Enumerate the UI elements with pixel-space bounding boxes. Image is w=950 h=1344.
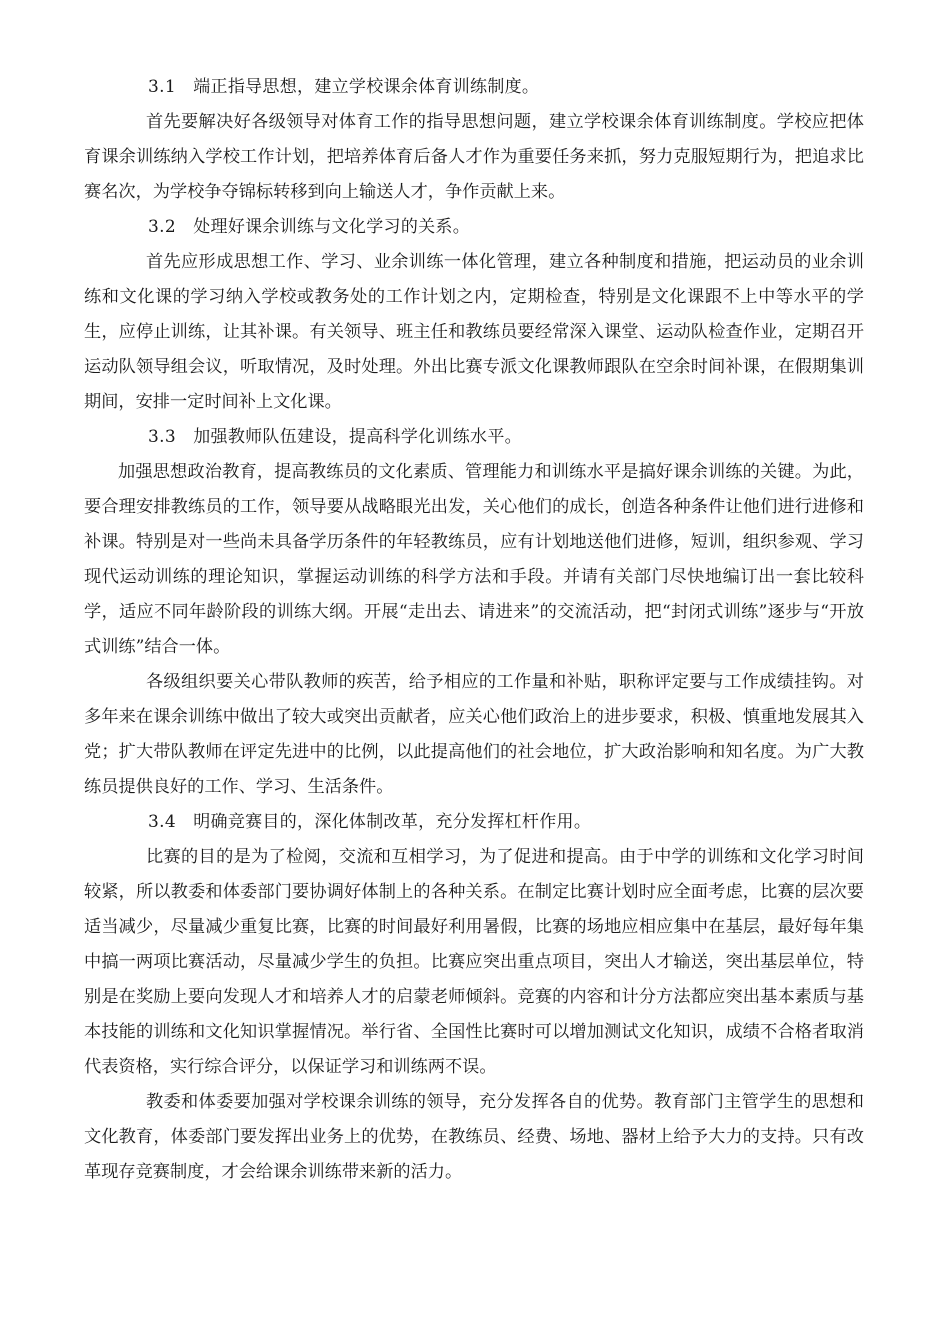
paragraph-3-3-b: 各级组织要关心带队教师的疾苦，给予相应的工作量和补贴，职称评定要与工作成绩挂钩。对多年来在课余训练中做出了较大或突出贡献者，应关心他们政治上的进步要求，积极、慎重地发展其入党；扩大带队教师在评定先进中的比例，以此提高他们的社会地位，扩大政治影响和知名度。为广大教练员提供良好的工作、学习、生活条件。 — [84, 672, 864, 797]
paragraph-3-4-b: 教委和体委要加强对学校课余训练的领导，充分发挥各自的优势。教育部门主管学生的思想和文化教育，体委部门要发挥出业务上的优势，在教练员、经费、场地、器材上给予大力的支持。只有改革现存竞赛制度，才会给课余训练带来新的活力。 — [84, 1092, 864, 1182]
paragraph-3-1: 首先要解决好各级领导对体育工作的指导思想问题，建立学校课余体育训练制度。学校应把体育课余训练纳入学校工作计划，把培养体育后备人才作为重要任务来抓，努力克服短期行为，把追求比赛名次，为学校争夺锦标转移到向上输送人才，争作贡献上来。 — [84, 112, 864, 202]
paragraph-3-2: 首先应形成思想工作、学习、业余训练一体化管理，建立各种制度和措施，把运动员的业余训练和文化课的学习纳入学校或教务处的工作计划之内，定期检查，特别是文化课跟不上中等水平的学生，应停止训练，让其补课。有关领导、班主任和教练员要经常深入课堂、运动队检查作业，定期召开运动队领导组会议，听取情况，及时处理。外出比赛专派文化课教师跟队在空余时间补课，在假期集训期间，安排一定时间补上文化课。 — [84, 252, 864, 412]
section-heading-3-2: 3.2 处理好课余训练与文化学习的关系。 — [148, 217, 471, 237]
section-heading-3-1: 3.1 端正指导思想，建立学校课余体育训练制度。 — [148, 77, 540, 97]
section-heading-3-4: 3.4 明确竞赛目的，深化体制改革，充分发挥杠杆作用。 — [148, 812, 592, 832]
paragraph-3-4-a: 比赛的目的是为了检阅，交流和互相学习，为了促进和提高。由于中学的训练和文化学习时间较紧，所以教委和体委部门要协调好体制上的各种关系。在制定比赛计划时应全面考虑，比赛的层次要适当减少，尽量减少重复比赛，比赛的时间最好利用暑假，比赛的场地应相应集中在基层，最好每年集中搞一两项比赛活动，尽量减少学生的负担。比赛应突出重点项目，突出人才输送，突出基层单位，特别是在奖励上要向发现人才和培养人才的启蒙老师倾斜。竞赛的内容和计分方法都应突出基本素质与基本技能的训练和文化知识掌握情况。举行省、全国性比赛时可以增加测试文化知识，成绩不合格者取消代表资格，实行综合评分，以保证学习和训练两不误。 — [84, 847, 864, 1077]
section-heading-3-3: 3.3 加强教师队伍建设，提高科学化训练水平。 — [148, 427, 522, 447]
paragraph-3-3-a: 加强思想政治教育，提高教练员的文化素质、管理能力和训练水平是搞好课余训练的关键。为此，要合理安排教练员的工作，领导要从战略眼光出发，关心他们的成长，创造各种条件让他们进行进修和补课。特别是对一些尚未具备学历条件的年轻教练员，应有计划地送他们进修，短训，组织参观、学习现代运动训练的理论知识，掌握运动训练的科学方法和手段。并请有关部门尽快地编订出一套比较科学，适应不同年龄阶段的训练大纲。开展“走出去、请进来”的交流活动，把“封闭式训练”逐步与“开放式训练”结合一体。 — [84, 462, 864, 657]
